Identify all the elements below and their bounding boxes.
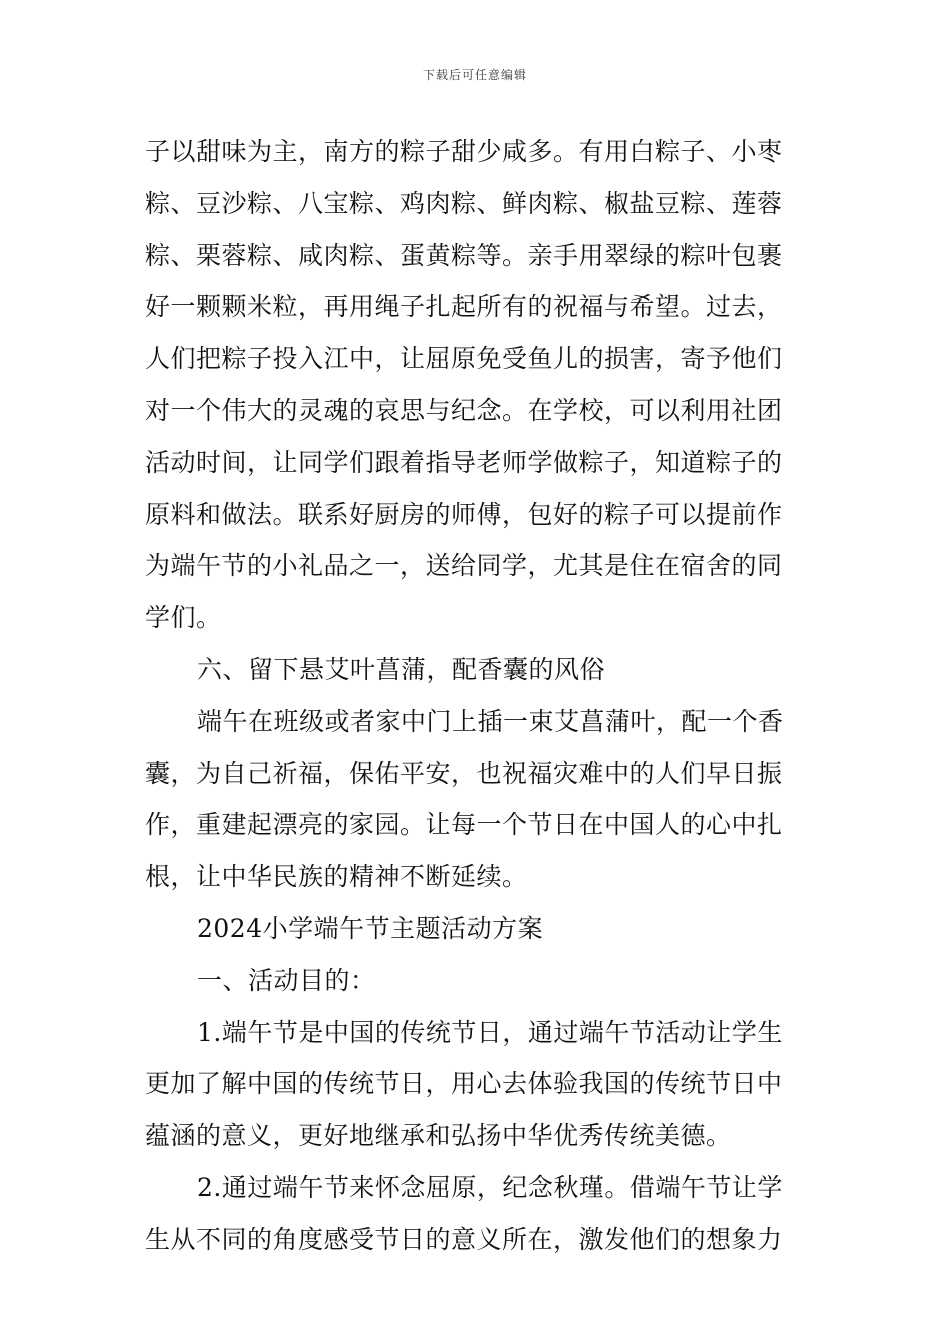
text-line: 生从不同的角度感受节日的意义所在，激发他们的想象力 [145,1224,783,1254]
text-line: 根，让中华民族的精神不断延续。 [145,862,528,892]
text-line: 端午在班级或者家中门上插一束艾菖蒲叶，配一个香 [197,706,784,736]
text-line: 作，重建起漂亮的家园。让每一个节日在中国人的心中扎 [145,810,783,840]
text-line: 人们把粽子投入江中，让屈原免受鱼儿的损害，寄予他们 [145,344,783,374]
text-line: 六、留下悬艾叶菖蒲，配香囊的风俗 [197,654,606,684]
text-line: 蕴涵的意义，更好地继承和弘扬中华优秀传统美德。 [145,1121,732,1151]
text-line: 粽、豆沙粽、八宝粽、鸡肉粽、鲜肉粽、椒盐豆粽、莲蓉 [145,188,783,218]
text-line: 为端午节的小礼品之一，送给同学，尤其是住在宿舍的同 [145,551,783,581]
text-line: 2.通过端午节来怀念屈原，纪念秋瑾。借端午节让学 [197,1172,783,1202]
text-line: 更加了解中国的传统节日，用心去体验我国的传统节日中 [145,1069,783,1099]
text-line: 好一颗颗米粒，再用绳子扎起所有的祝福与希望。过去， [145,292,783,322]
text-line: 原料和做法。联系好厨房的师傅，包好的粽子可以提前作 [145,499,783,529]
document-body [145,126,805,1266]
text-line: 粽、栗蓉粽、咸肉粽、蛋黄粽等。亲手用翠绿的粽叶包裹 [145,240,783,270]
text-line: 1.端午节是中国的传统节日，通过端午节活动让学生 [197,1017,783,1047]
text-line: 学们。 [145,603,222,633]
page-header: 下载后可任意编辑 [422,68,527,82]
text-line: 活动时间，让同学们跟着指导老师学做粽子，知道粽子的 [145,447,783,477]
text-line: 对一个伟大的灵魂的哀思与纪念。在学校，可以利用社团 [145,395,783,425]
text-line: 一、活动目的： [197,965,376,995]
text-line: 囊，为自己祈福，保佑平安，也祝福灾难中的人们早日振 [145,758,783,788]
text-line: 2024小学端午节主题活动方案 [197,913,544,943]
text-line: 子以甜味为主，南方的粽子甜少咸多。有用白粽子、小枣 [145,137,783,166]
